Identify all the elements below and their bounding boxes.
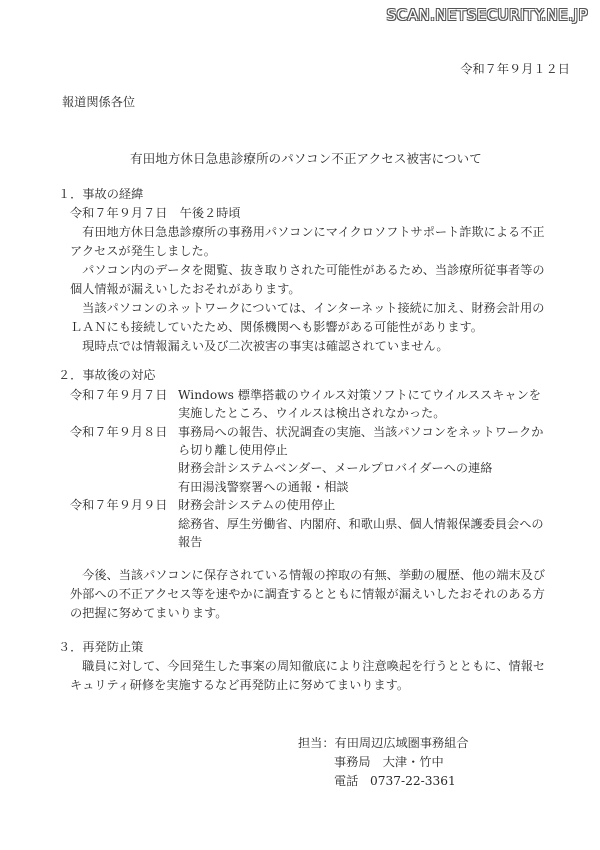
entry-line: Windows 標準搭載のウイルス対策ソフトにてウイルススキャンを <box>178 388 541 402</box>
document-title: 有田地方休日急患診療所のパソコン不正アクセス被害について <box>130 151 482 166</box>
contact-person: 担当：有田周辺広域圏事務組合 <box>298 736 469 750</box>
contact-phone: 0737-22-3361 <box>370 774 456 788</box>
entry-line: 事務局への報告、状況調査の実施、当該パソコンをネットワークか <box>178 425 544 439</box>
body-line: 当該パソコンのネットワークについては、インターネット接続に加え、財務会計用の <box>70 301 545 315</box>
entry-line: 財務会計システムの使用停止 <box>178 498 336 512</box>
body-line: 今後、当該パソコンに保存されている情報の搾取の有無、挙動の履歴、他の端末及び <box>70 568 546 582</box>
body-line: 外部への不正アクセス等を速やかに調査するとともに情報が漏えいしたおそれのある方 <box>70 587 545 601</box>
body-line: キュリティ研修を実施するなど再発防止に努めてまいります。 <box>70 678 410 692</box>
body-line: 職員に対して、今回発生した事案の周知徹底により注意喚起を行うとともに、情報セ <box>70 659 546 673</box>
incident-datetime: 令和７年９月７日 午後２時頃 <box>70 206 241 220</box>
entry-date: 令和７年９月９日 <box>70 498 168 512</box>
contact-phone-label: 電話 <box>334 774 359 788</box>
body-line: 現時点では情報漏えい及び二次被害の事実は確認されていません。 <box>70 339 449 353</box>
entry-line: 総務省、厚生労働省、内閣府、和歌山県、個人情報保護委員会への <box>178 517 544 531</box>
body-line: 個人情報が漏えいしたおそれがあります。 <box>70 282 301 296</box>
watermark: SCAN.NETSECURITY.NE.JP <box>386 6 588 24</box>
section-heading: １．事故の経緯 <box>58 187 144 201</box>
addressee: 報道関係各位 <box>62 95 136 109</box>
body-line: 有田地方休日急患診療所の事務用パソコンにマイクロソフトサポート詐欺による不正 <box>70 225 545 239</box>
entry-date: 令和７年９月７日 <box>70 388 168 402</box>
entry-line: 財務会計システムベンダー、メールプロバイダーへの連絡 <box>178 461 493 475</box>
entry-line: ら切り離し使用停止 <box>178 443 288 457</box>
entry-line: 有田湯浅警察署への通報・相談 <box>178 480 349 494</box>
section-heading: ２．事故後の対応 <box>58 368 156 382</box>
body-line: パソコン内のデータを閲覧、抜き取りされた可能性があるため、当診療所従事者等の <box>70 263 545 277</box>
body-line: アクセスが発生しました。 <box>70 244 216 258</box>
entry-line: 報告 <box>178 535 203 549</box>
section-heading: ３．再発防止策 <box>58 640 144 654</box>
body-line: ＬＡＮにも接続していたため、関係機関へも影響がある可能性があります。 <box>70 320 483 334</box>
entry-date: 令和７年９月８日 <box>70 425 168 439</box>
document-date: 令和７年９月１２日 <box>460 62 570 76</box>
body-line: の把握に努めてまいります。 <box>70 606 228 620</box>
contact-office: 事務局 大津・竹中 <box>334 755 444 769</box>
entry-line: 実施したところ、ウイルスは検出されなかった。 <box>178 406 446 420</box>
